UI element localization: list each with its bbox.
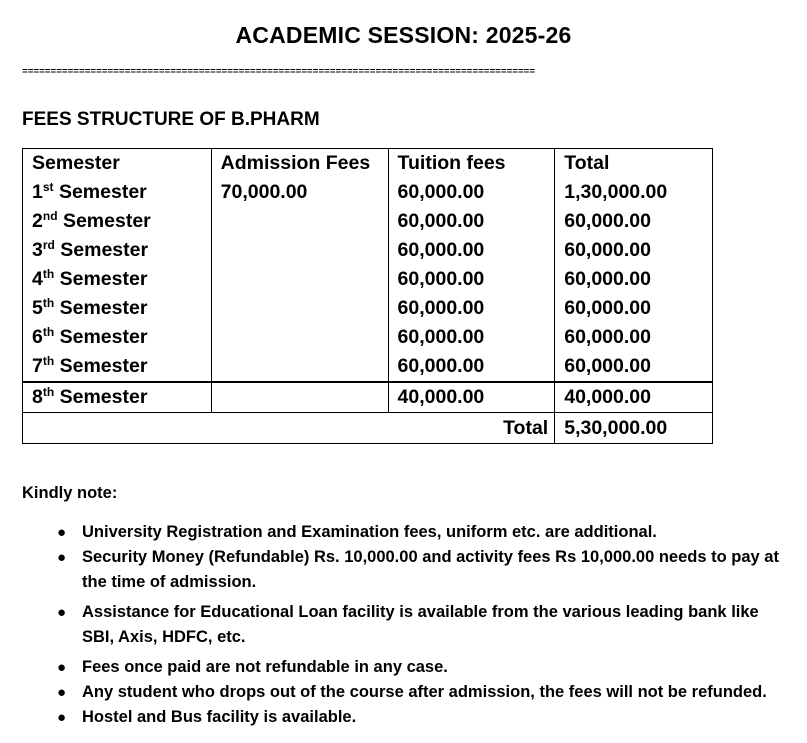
- semester-number: 4: [32, 268, 43, 290]
- table-row: [23, 178, 713, 207]
- list-item: [0, 545, 780, 595]
- semester-cell: [23, 323, 212, 352]
- total-cell: 1,30,000.00: [555, 178, 713, 207]
- semester-label: Semester: [57, 210, 151, 232]
- total-cell: 60,000.00: [555, 265, 713, 294]
- semester-suffix: th: [42, 325, 55, 339]
- page-title: ACADEMIC SESSION: 2025-26: [235, 22, 572, 48]
- bullet-icon: ●: [57, 659, 67, 676]
- total-cell: 40,000.00: [555, 382, 713, 413]
- table-row: [23, 236, 713, 265]
- semester-label: Semester: [54, 268, 148, 290]
- semester-cell: [23, 207, 212, 236]
- semester-label: Semester: [53, 181, 147, 203]
- fees-table: [22, 148, 713, 444]
- tuition-fees-cell: 60,000.00: [388, 178, 555, 207]
- note-text: Fees once paid are not refundable in any case.: [82, 658, 448, 676]
- semester-number: 2: [32, 210, 43, 232]
- semester-cell: [23, 352, 212, 382]
- grand-total-label: Total: [23, 413, 555, 444]
- semester-suffix: th: [42, 267, 55, 281]
- tuition-fees-cell: 60,000.00: [388, 294, 555, 323]
- semester-cell: [23, 236, 212, 265]
- semester-cell: [23, 382, 212, 413]
- admission-fees-cell: [211, 323, 388, 352]
- separator-line: ==========================================================================================: [22, 66, 536, 77]
- note-text: Hostel and Bus facility is available.: [82, 708, 357, 726]
- semester-number: 8: [32, 386, 43, 408]
- list-item: [0, 520, 780, 545]
- semester-suffix: th: [42, 354, 55, 368]
- grand-total-value: 5,30,000.00: [555, 413, 713, 444]
- tuition-fees-cell: 40,000.00: [388, 382, 555, 413]
- tuition-fees-cell: 60,000.00: [388, 236, 555, 265]
- admission-fees-cell: [211, 265, 388, 294]
- semester-number: 1: [32, 181, 43, 203]
- semester-cell: [23, 265, 212, 294]
- bullet-icon: ●: [57, 684, 67, 701]
- admission-fees-cell: 70,000.00: [211, 178, 388, 207]
- notes-list: [0, 520, 780, 730]
- table-row: [23, 352, 713, 382]
- total-cell: 60,000.00: [555, 236, 713, 265]
- section-title: FEES STRUCTURE OF B.PHARM: [22, 109, 320, 130]
- semester-number: 6: [32, 326, 43, 348]
- semester-suffix: rd: [42, 238, 55, 252]
- note-text: Security Money (Refundable) Rs. 10,000.00 and activity fees Rs 10,000.00 needs to pay at the time of admission.: [82, 548, 779, 591]
- column-header-tuition-fees: Tuition fees: [388, 149, 555, 179]
- tuition-fees-cell: 60,000.00: [388, 352, 555, 382]
- semester-number: 3: [32, 239, 43, 261]
- note-text: University Registration and Examination fees, uniform etc. are additional.: [82, 523, 657, 541]
- admission-fees-cell: [211, 294, 388, 323]
- admission-fees-cell: [211, 352, 388, 382]
- table-row: [23, 265, 713, 294]
- tuition-fees-cell: 60,000.00: [388, 207, 555, 236]
- admission-fees-cell: [211, 207, 388, 236]
- admission-fees-cell: [211, 236, 388, 265]
- list-item: [0, 600, 780, 650]
- note-text: Any student who drops out of the course after admission, the fees will not be refunded.: [82, 683, 767, 701]
- semester-suffix: th: [42, 296, 55, 310]
- bullet-icon: ●: [57, 604, 67, 621]
- semester-cell: [23, 178, 212, 207]
- semester-label: Semester: [54, 297, 148, 319]
- semester-suffix: st: [42, 180, 54, 194]
- column-header-total: Total: [555, 149, 713, 179]
- semester-number: 7: [32, 355, 43, 377]
- semester-number: 5: [32, 297, 43, 319]
- tuition-fees-cell: 60,000.00: [388, 323, 555, 352]
- semester-label: Semester: [54, 386, 148, 408]
- bullet-icon: ●: [57, 524, 67, 541]
- bullet-icon: ●: [57, 709, 67, 726]
- total-cell: 60,000.00: [555, 207, 713, 236]
- total-cell: 60,000.00: [555, 323, 713, 352]
- semester-suffix: nd: [42, 209, 58, 223]
- table-header-row: [23, 149, 713, 179]
- note-text: Assistance for Educational Loan facility is available from the various leading bank like SBI, Axis, HDFC, etc.: [82, 603, 759, 646]
- semester-label: Semester: [54, 239, 149, 261]
- table-row: [23, 207, 713, 236]
- list-item: [0, 705, 780, 730]
- column-header-admission-fees: Admission Fees: [211, 149, 388, 179]
- list-item: [0, 680, 780, 705]
- table-row: [23, 382, 713, 413]
- semester-cell: [23, 294, 212, 323]
- total-cell: 60,000.00: [555, 294, 713, 323]
- semester-label: Semester: [54, 326, 148, 348]
- table-row: [23, 323, 713, 352]
- admission-fees-cell: [211, 382, 388, 413]
- semester-suffix: th: [42, 385, 55, 399]
- bullet-icon: ●: [57, 549, 67, 566]
- grand-total-row: [23, 413, 713, 444]
- column-header-semester: Semester: [23, 149, 212, 179]
- tuition-fees-cell: 60,000.00: [388, 265, 555, 294]
- total-cell: 60,000.00: [555, 352, 713, 382]
- list-item: [0, 655, 780, 680]
- table-row: [23, 294, 713, 323]
- semester-label: Semester: [54, 355, 148, 377]
- notes-title: Kindly note:: [22, 484, 118, 502]
